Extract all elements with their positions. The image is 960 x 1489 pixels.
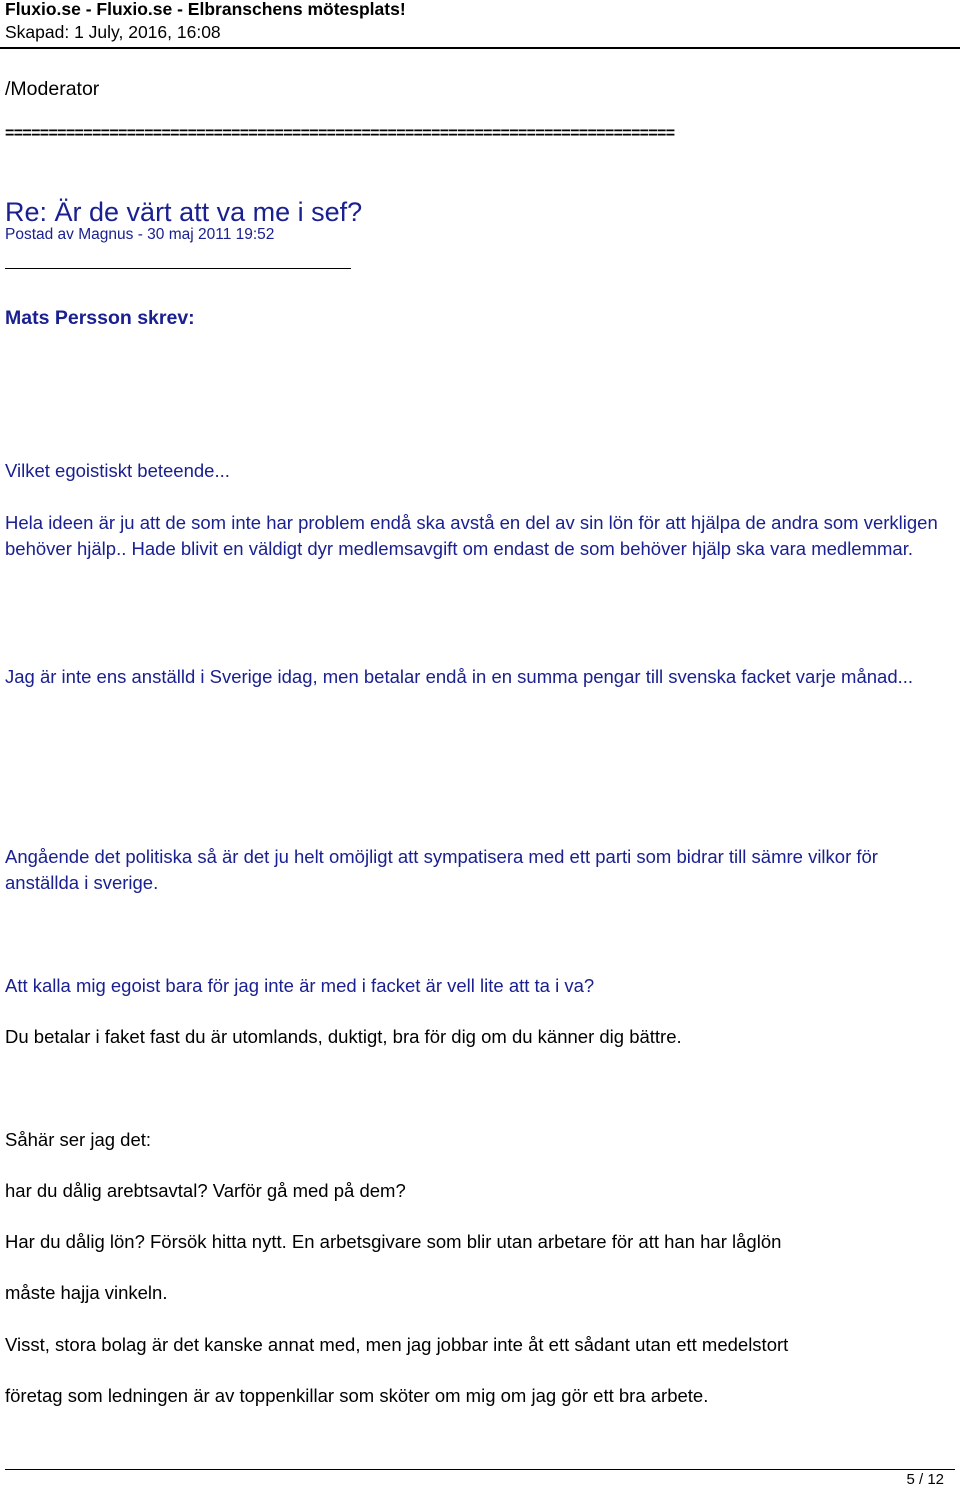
post-title: Re: Är de värt att va me i sef? — [5, 197, 363, 227]
reply-paragraph: företag som ledningen är av toppenkillar som sköter om mig om jag gör ett bra arbete. — [5, 1385, 709, 1406]
reply-paragraph: Såhär ser jag det: — [5, 1129, 152, 1150]
post-meta: Postad av Magnus - 30 maj 2011 19:52 — [5, 226, 275, 243]
reply-paragraph: Visst, stora bolag är det kanske annat med, men jag jobbar inte åt ett sådant utan ett medelstort — [5, 1334, 789, 1355]
quote-author: Mats Persson skrev: — [5, 307, 195, 329]
footer-divider — [5, 1469, 955, 1470]
header-divider — [0, 47, 960, 49]
quote-paragraph: Angående det politiska så är det ju helt omöjligt att sympatisera med ett parti som bidrar till sämre vilkor för anställda i sverige. — [5, 846, 878, 893]
created-date: Skapad: 1 July, 2016, 16:08 — [5, 22, 221, 42]
post-divider — [5, 268, 351, 269]
quote-paragraph: Vilket egoistiskt beteende... — [5, 460, 230, 481]
quote-paragraph: Att kalla mig egoist bara för jag inte är med i facket är vell lite att ta i va? — [5, 975, 595, 996]
quote-paragraph: Hela ideen är ju att de som inte har problem endå ska avstå en del av sin lön för att hjälpa de andra som verkligen behöver hjälp.. Hade blivit en väldigt dyr medlemsavgift om endast de som behöver hjälp ska vara medlemmar. — [5, 512, 938, 559]
page-number: 5 / 12 — [906, 1471, 944, 1488]
post-separator: ============================================================================= — [5, 125, 675, 142]
moderator-signature: /Moderator — [5, 78, 100, 100]
quote-paragraph: Jag är inte ens anställd i Sverige idag, men betalar endå in en summa pengar till svenska facket varje månad... — [5, 666, 914, 687]
reply-paragraph: måste hajja vinkeln. — [5, 1282, 168, 1303]
reply-paragraph: Har du dålig lön? Försök hitta nytt. En arbetsgivare som blir utan arbetare för att han har låglön — [5, 1231, 782, 1252]
reply-paragraph: Du betalar i faket fast du är utomlands, duktigt, bra för dig om du känner dig bättre. — [5, 1026, 682, 1047]
reply-paragraph: har du dålig arebtsavtal? Varför gå med på dem? — [5, 1180, 406, 1201]
document-title: Fluxio.se - Fluxio.se - Elbranschens mötesplats! — [5, 0, 406, 19]
